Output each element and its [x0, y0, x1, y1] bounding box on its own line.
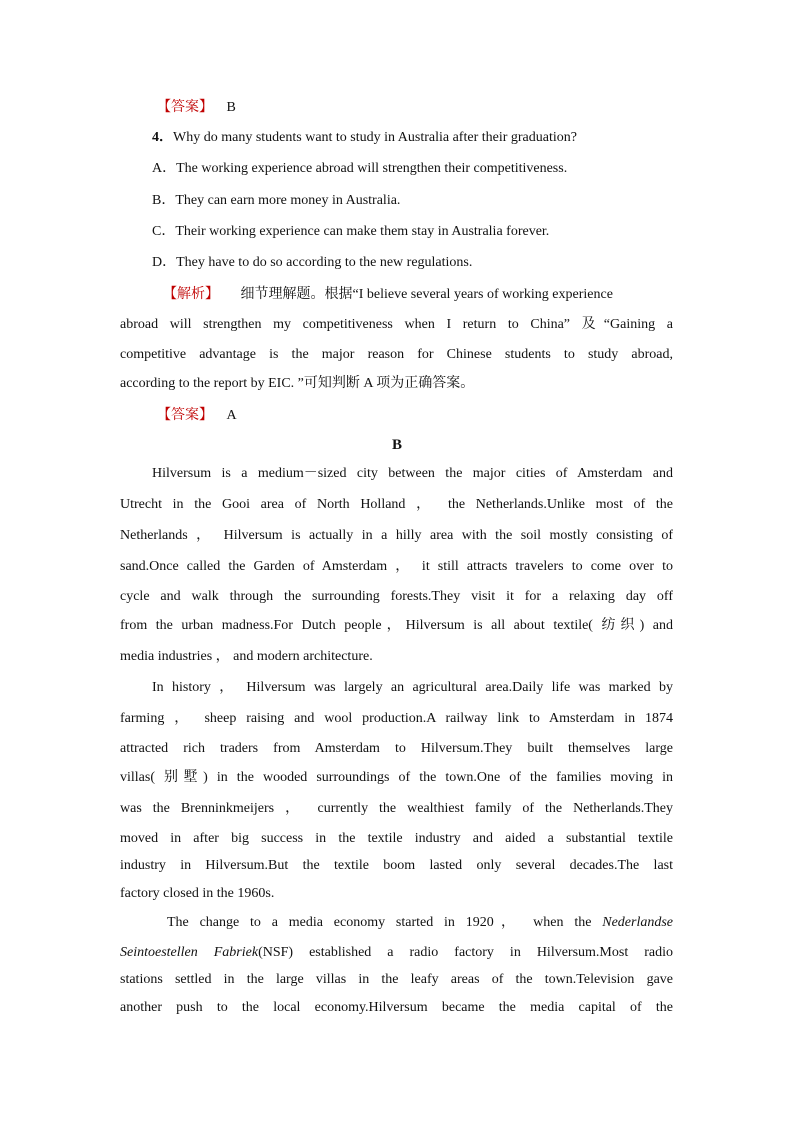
answer-label-2: 【答案】 [157, 407, 213, 423]
p2-line-7: industry in Hilversum.But the textile boom lasted only several decades.The last [120, 858, 673, 873]
analysis-first-line [163, 284, 673, 305]
p3-line-4: another push to the local economy.Hilversum became the media capital of the [120, 1000, 673, 1015]
analysis-text-1: 细节理解题。根据“I believe several years of working experience [240, 287, 613, 302]
previous-answer [157, 97, 236, 118]
p3-line-2-italic: Seintoestellen Fabriek [120, 945, 259, 960]
p3-line-1-italic: Nederlandse [602, 915, 673, 930]
p2-line-3: attracted rich traders from Amsterdam to Hilversum.They built themselves large [120, 741, 673, 756]
option-c: C．Their working experience can make them stay in Australia forever. [152, 224, 550, 239]
answer-value: B [226, 100, 236, 115]
p1-line-2: Utrecht in the Gooi area of North Holland ， the Netherlands.Unlike most of the [120, 497, 673, 512]
analysis-text-3: competitive advantage is the major reason for Chinese students to study abroad, [120, 347, 673, 362]
p1-line-5: cycle and walk through the surrounding forests.They visit it for a relaxing day off [120, 589, 673, 604]
p2-line-1: In history ， Hilversum was largely an agricultural area.Daily life was marked by [152, 680, 673, 695]
p2-line-2: farming ， sheep raising and wool production.A railway link to Amsterdam in 1874 [120, 711, 673, 726]
answer [157, 405, 237, 426]
p2-line-6: moved in after big success in the textile industry and aided a substantial textile [120, 831, 673, 846]
analysis-text-4: according to the report by EIC. ”可知判断 A 项为正确答案。 [120, 376, 475, 391]
p1-line-1: Hilversum is a medium－sized city between the major cities of Amsterdam and [152, 466, 673, 481]
answer-value-2: A [226, 408, 237, 423]
p1-line-6: from the urban madness.For Dutch people，Hilversum is all about textile( 纺织) and [120, 618, 673, 633]
p2-line-4: villas( 别墅) in the wooded surroundings of the town.One of the families moving in [120, 770, 673, 785]
p1-line-7: media industries ， and modern architecture. [120, 649, 373, 664]
option-d: D．They have to do so according to the new regulations. [152, 255, 473, 270]
p3-line-2 [120, 943, 673, 963]
p3-line-2-text: (NSF) established a radio factory in Hilversum.Most radio [258, 945, 673, 960]
question-4-stem [152, 128, 577, 148]
p3-line-1 [167, 913, 673, 933]
question-text: Why do many students want to study in Australia after their graduation? [173, 130, 577, 145]
p3-line-1-text: The change to a media economy started in 1920， when the [167, 915, 592, 930]
p2-line-8: factory closed in the 1960s. [120, 886, 275, 901]
analysis-label: 【解析】 [163, 286, 219, 302]
analysis-text-2: abroad will strengthen my competitiveness when I return to China” 及“Gaining a [120, 317, 673, 332]
section-heading: B [391, 437, 402, 453]
option-a: A．The working experience abroad will strengthen their competitiveness. [152, 161, 568, 176]
option-b: B．They can earn more money in Australia. [152, 193, 401, 208]
p2-line-5: was the Brenninkmeijers ， currently the wealthiest family of the Netherlands.They [120, 801, 673, 816]
question-number: 4． [152, 130, 173, 145]
answer-label: 【答案】 [157, 99, 213, 115]
p1-line-4: sand.Once called the Garden of Amsterdam ， it still attracts travelers to come over to [120, 559, 673, 574]
p3-line-3: stations settled in the large villas in the leafy areas of the town.Television gave [120, 972, 673, 987]
p1-line-3: Netherlands ， Hilversum is actually in a hilly area with the soil mostly consisting of [120, 528, 673, 543]
